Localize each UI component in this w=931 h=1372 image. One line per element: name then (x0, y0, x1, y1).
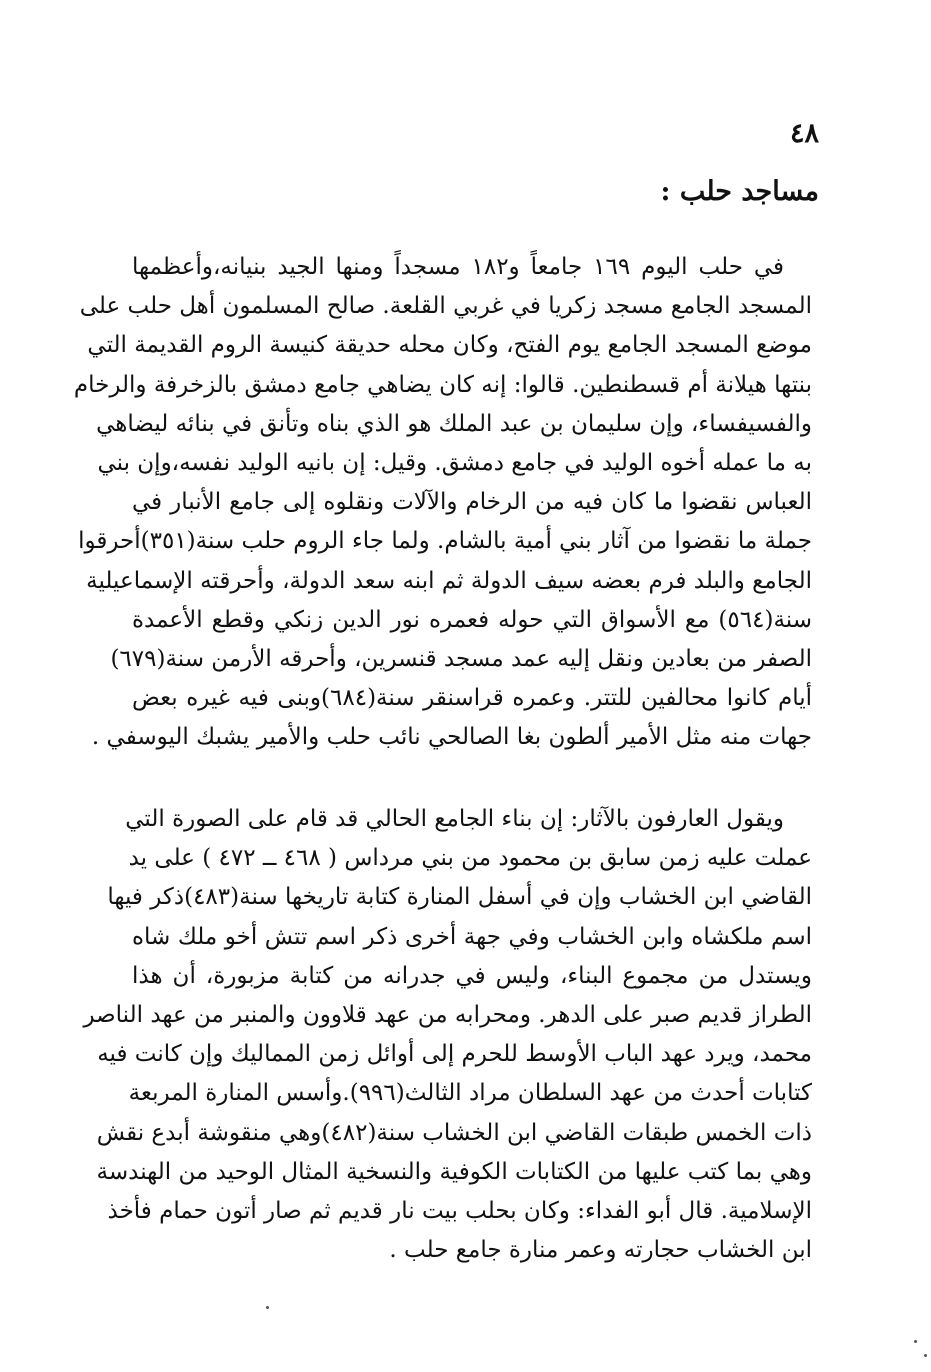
paragraph-2 (83, 800, 812, 1270)
text-line: ويستدل من مجموع البناء، وليس في جدرانه من كتابة مزبورة، أن هذا (132, 962, 812, 989)
scan-speck (266, 1306, 269, 1309)
text-line: سنة(٥٦٤) مع الأسواق التي حوله فعمره نور الدين زنكي وقطع الأعمدة (132, 606, 812, 633)
text-line: ابن الخشاب حجارته وعمر منارة جامع حلب . (389, 1237, 812, 1264)
text-line: العباس نقضوا ما كان فيه من الرخام والآلات ونقلوه إلى جامع الأنبار في (132, 489, 812, 516)
scan-speck (914, 1340, 917, 1343)
text-line: بنتها هيلانة أم قسطنطين. قالوا: إنه كان يضاهي جامع دمشق بالزخرفة والرخام (73, 371, 812, 398)
text-line: ويقول العارفون بالآثار: إن بناء الجامع الحالي قد قام على الصورة التي (125, 806, 784, 832)
text-line: جملة ما نقضوا من آثار بني أمية بالشام. ولما جاء الروم حلب سنة(٣٥١)أحرقوا (78, 528, 812, 555)
scan-speck (924, 1354, 927, 1357)
text-line: عملت عليه زمن سابق بن محمود من بني مرداس ( ٤٦٨ ــ ٤٧٢ ) على يد (128, 845, 812, 872)
text-line: كتابات أحدث من عهد السلطان مراد الثالث(٩٩٦).وأسس المنارة المربعة (128, 1080, 812, 1107)
text-line: محمد، ويرد عهد الباب الأوسط للحرم إلى أوائل زمن المماليك وإن كانت فيه (97, 1041, 812, 1068)
text-line: جهات منه مثل الأمير ألطون بغا الصالحي نائب حلب والأمير يشبك اليوسفي . (91, 724, 812, 751)
text-line: الصفر من بعادين ونقل إليه عمد مسجد قنسرين، وأحرقه الأرمن سنة(٦٧٩) (110, 646, 812, 673)
text-line: المسجد الجامع مسجد زكريا في غربي القلعة. صالح المسلمون أهل حلب على (79, 293, 812, 320)
section-heading: مساجد حلب : (660, 176, 819, 207)
paragraph-1 (73, 248, 812, 758)
text-line: والفسيفساء، وإن سليمان بن عبد الملك هو الذي بناه وتأنق في بنائه ليضاهي (96, 410, 812, 437)
text-line: وهي بما كتب عليها من الكتابات الكوفية والنسخية المثال الوحيد من الهندسة (96, 1158, 812, 1185)
text-line: الإسلامية. قال أبو الفداء: وكان بحلب بيت نار قديم ثم صار أتون حمام فأخذ (107, 1198, 812, 1225)
text-line: الجامع والبلد فرم بعضه سيف الدولة ثم ابنه سعد الدولة، وأحرقته الإسماعيلية (86, 567, 812, 594)
page-number: ٤٨ (789, 118, 819, 149)
text-line: القاضي ابن الخشاب وإن في أسفل المنارة كتابة تاريخها سنة(٤٨٣)ذكر فيها (107, 884, 812, 911)
text-line: أيام كانوا محالفين للتتر. وعمره قراسنقر سنة(٦٨٤)وبنى فيه غيره بعض (132, 685, 812, 712)
text-line: موضع المسجد الجامع يوم الفتح، وكان محله حديقة كنيسة الروم القديمة التي (87, 332, 812, 359)
text-line: في حلب اليوم ١٦٩ جامعاً و١٨٢ مسجداً ومنها الجيد بنيانه،وأعظمها (132, 254, 784, 280)
text-line: الطراز قديم صبر على الدهر. ومحرابه من عهد قلاوون والمنبر من عهد الناصر (83, 1002, 812, 1029)
text-line: ذات الخمس طبقات القاضي ابن الخشاب سنة(٤٨٢)وهي منقوشة أبدع نقش (96, 1119, 812, 1146)
text-line: به ما عمله أخوه الوليد في جامع دمشق. وقيل: إن بانيه الوليد نفسه،وإن بني (97, 450, 812, 477)
text-line: اسم ملكشاه وابن الخشاب وفي جهة أخرى ذكر اسم تتش أخو ملك شاه (132, 923, 812, 950)
